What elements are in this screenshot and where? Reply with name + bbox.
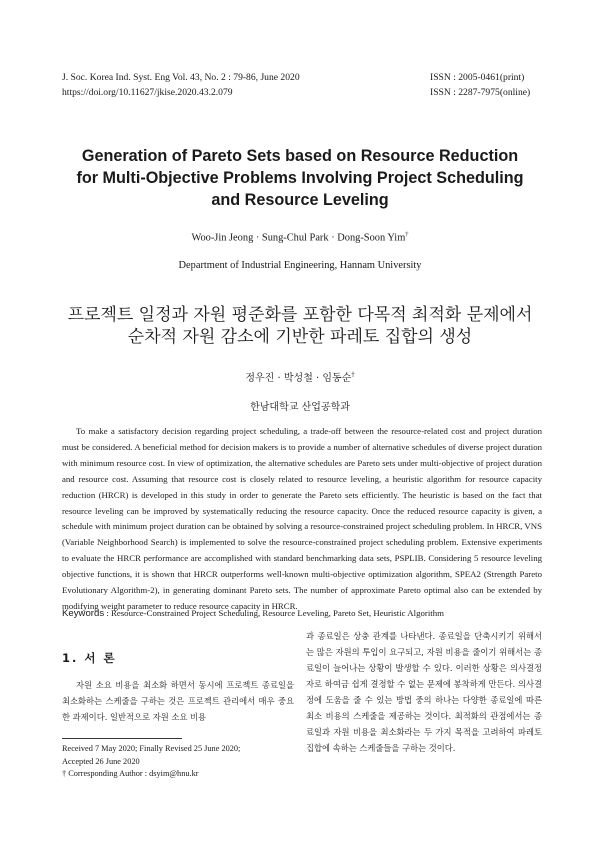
title-ko-line-1: 프로젝트 일정과 자원 평준화를 포함한 다목적 최적화 문제에서 — [67, 305, 533, 325]
footnote-divider — [62, 738, 182, 739]
keywords-text: Resource-Constrained Project Scheduling, Resource Leveling, Pareto Set, Heuristic Algorithm — [110, 608, 444, 618]
authors-english — [40, 231, 560, 243]
title-ko-line-2: 순차적 자원 감소에 기반한 파레토 집합의 생성 — [127, 327, 473, 347]
title-english — [40, 145, 560, 211]
affiliation-english: Department of Industrial Engineering, Hannam University — [178, 260, 422, 271]
title-en-line-1: Generation of Pareto Sets based on Resource Reduction — [81, 147, 519, 165]
affiliation-korean: 한남대학교 산업공학과 — [250, 402, 350, 413]
journal-citation: J. Soc. Korea Ind. Syst. Eng Vol. 43, No. 2 : 79-86, June 2020 — [62, 72, 300, 83]
issn-online: ISSN : 2287-7975(online) — [430, 87, 531, 98]
abstract: To make a satisfactory decision regarding project scheduling, a trade-off between the resource-related cost and project duration must be considered. A beneficial method for decision makers is to provide a number of alternative schedules of diverse project duration with minimum resource cost. In view of optimization, the alternative schedules are Pareto sets under multi-objective of project duration and resource cost. Assuming that resource cost is closely related to resource leveling, a heuristic algorithm for resource capacity reduction (HRCR) is developed in this study in order to generate the Pareto sets efficiently. The heuristic is based on the fact that resource leveling can be improved by systematically reducing the resource capacity. Once the reduced resource capacity is given, a schedule with minimum project duration can be obtained by solving a resource-constrained project scheduling problem. In HRCR, VNS (Variable Neighborhood Search) is implemented to solve the resource-constrained project scheduling problem. Extensive experiments to evaluate the HRCR performance are accomplished with standard benchmarking data sets, PSPLIB. Considering 5 resource leveling objective functions, it is shown that HRCR outperforms well-known multi-objective optimization algorithm, SPEA2 (Strength Pareto Evolutionary Algorithm-2), in generating dominant Pareto sets. The number of approximate Pareto optimal also can be extended by modifying weight parameter to reduce resource capacity in HRCR. — [62, 426, 542, 611]
title-en-line-2: for Multi-Objective Problems Involving Project Scheduling — [76, 169, 524, 187]
corresponding-mark-ko: † — [351, 370, 355, 379]
keywords-label: Keywords — [62, 608, 105, 619]
intro-right-column: 과 종료일은 상충 관계를 나타낸다. 종료일을 단축시키기 위해서는 많은 자원의 투입이 요구되고, 자원 비용을 줄이기 위해서는 종료일이 늘어나는 상황이 발생할 수 있다. 이러한 상황은 의사결정자로 하여금 쉽게 결정할 수 없는 문제에 봉착하게 만든다. 의사결정에 도움을 줄 수 있는 방법 중의 하나는 다양한 종료일에 따른 최소 비용의 스케줄을 제공하는 것이다. 최적화의 관점에서는 종료일과 자원 비용을 최소화라는 두 가지 목적을 고려하여 파레토 집합에 속하는 스케줄들을 구하는 것이다. — [306, 631, 542, 753]
received-date: Received 7 May 2020; Finally Revised 25 June 2020; — [62, 744, 241, 753]
corresponding-author-text: Corresponding Author : dsyim@hnu.kr — [66, 769, 199, 779]
accepted-date: Accepted 26 June 2020 — [62, 756, 140, 766]
title-korean — [30, 304, 570, 348]
issn-block — [430, 70, 530, 100]
authors-ko-names: 정우진 · 박성철 · 임동순 — [245, 373, 352, 384]
keywords-separator: : — [104, 608, 111, 618]
intro-left-column: 자원 소요 비용을 최소화 하면서 동시에 프로젝트 종료일을 최소화하는 스케줄을 구하는 것은 프로젝트 관리에서 매우 중요한 과제이다. 일반적으로 자원 소요 비용 — [62, 680, 294, 722]
footnotes — [62, 743, 294, 781]
authors-en-names: Woo-Jin Jeong · Sung-Chul Park · Dong-Soon Yim — [191, 232, 406, 244]
doi-link[interactable]: https://doi.org/10.11627/jkise.2020.43.2.079 — [62, 87, 233, 98]
corresponding-author — [62, 768, 294, 781]
journal-header — [62, 70, 300, 100]
title-en-line-3: and Resource Leveling — [211, 191, 389, 209]
corresponding-mark: † — [405, 231, 409, 238]
section-heading: 1. 서 론 — [62, 651, 117, 665]
dagger-mark: † — [62, 769, 67, 779]
keywords — [62, 606, 542, 621]
issn-print: ISSN : 2005-0461(print) — [430, 72, 525, 83]
authors-korean — [40, 369, 560, 384]
